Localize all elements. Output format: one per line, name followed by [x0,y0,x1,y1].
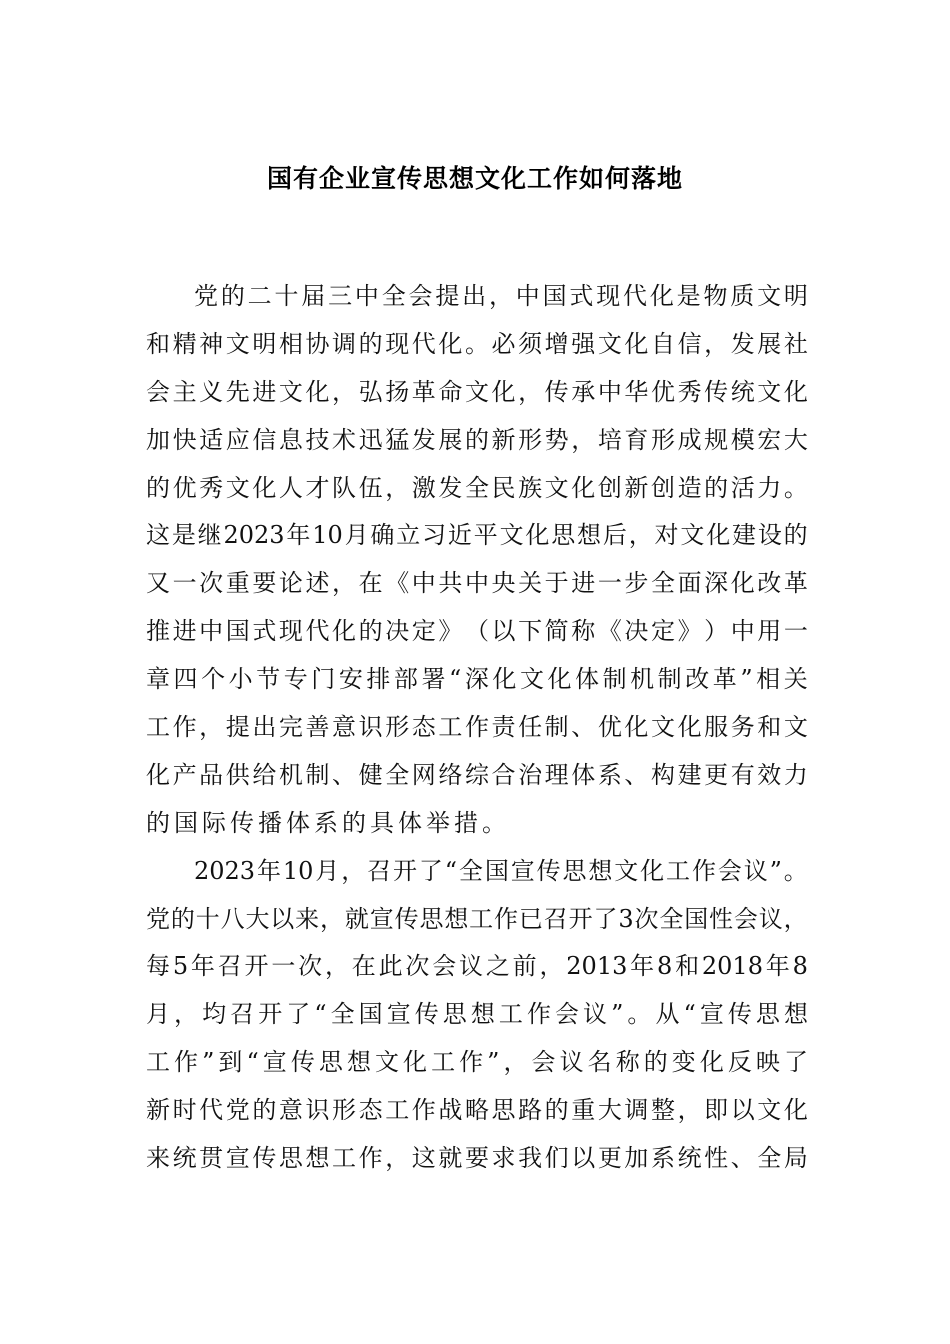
document-body [146,278,808,1188]
paragraph-1-line-1: 党 的 二 十 届 三 中 全 会 提 出 ， 中 国 式 现 代 化 是 物 质 文 明 [194,282,808,310]
paragraph-1-line-7: 又 一 次 重 要 论 述 ， 在 《 中 共 中 央 关 于 进 一 步 全 面 深 化 改 革 [146,569,808,598]
paragraph-1-line-4: 加 快 适 应 信 息 技 术 迅 猛 发 展 的 新 形 势 ， 培 育 形 成 规 模 宏 大 [146,425,808,454]
paragraph-2-line-7: 来 统 贯 宣 传 思 想 工 作 ， 这 就 要 求 我 们 以 更 加 系 统 性 、 全 局 [146,1144,808,1173]
paragraph-1-line-3: 会 主 义 先 进 文 化 ， 弘 扬 革 命 文 化 ， 传 承 中 华 优 秀 传 统 文 化 [146,377,808,406]
paragraph-1-line-5: 的 优 秀 文 化 人 才 队 伍 ， 激 发 全 民 族 文 化 创 新 创 造 的 活 力 。 [146,473,808,502]
paragraph-1-line-2: 和 精 神 文 明 相 协 调 的 现 代 化 。 必 须 增 强 文 化 自 信 ， 发 展 社 [146,329,808,358]
paragraph-2-line-2: 党 的 十 八 大 以 来 ， 就 宣 传 思 想 工 作 已 召 开 了 3 次 全 国 性 会 议 ， [146,904,808,933]
paragraph-2-line-5: 工 作 ” 到 “ 宣 传 思 想 文 化 工 作 ” ， 会 议 名 称 的 变 化 反 映 了 [146,1048,808,1077]
document-title: 国有企业宣传思想文化工作如何落地 [266,164,683,193]
paragraph-2-line-6: 新 时 代 党 的 意 识 形 态 工 作 战 略 思 路 的 重 大 调 整 ， 即 以 文 化 [146,1096,808,1125]
paragraph-1-line-8: 推 进 中 国 式 现 代 化 的 决 定 》 （ 以 下 简 称 《 决 定 》 ） 中 用 一 [146,617,808,646]
paragraph-2-line-1: 2023 年 10 月 ， 召 开 了 “ 全 国 宣 传 思 想 文 化 工 作 会 议 ” 。 [194,856,808,885]
paragraph-1-line-11: 化 产 品 供 给 机 制 、 健 全 网 络 综 合 治 理 体 系 、 构 建 更 有 效 力 [146,760,808,789]
paragraph-2-line-3: 每 5 年 召 开 一 次 ， 在 此 次 会 议 之 前 ， 2013 年 8 和 2018 年 8 [146,952,808,981]
paragraph-1-line-10: 工 作 ， 提 出 完 善 意 识 形 态 工 作 责 任 制 、 优 化 文 化 服 务 和 文 [146,713,808,742]
paragraph-1-line-6: 这 是 继 2023 年 10 月 确 立 习 近 平 文 化 思 想 后 ， 对 文 化 建 设 的 [146,521,808,550]
paragraph-1-line-12: 的国际传播体系的具体举措。 [146,808,510,837]
paragraph-2-line-4: 月 ， 均 召 开 了 “ 全 国 宣 传 思 想 工 作 会 议 ” 。 从 “ 宣 传 思 想 [146,1000,808,1029]
paragraph-1-line-9: 章 四 个 小 节 专 门 安 排 部 署 “ 深 化 文 化 体 制 机 制 改 革 ” 相 关 [146,665,808,694]
